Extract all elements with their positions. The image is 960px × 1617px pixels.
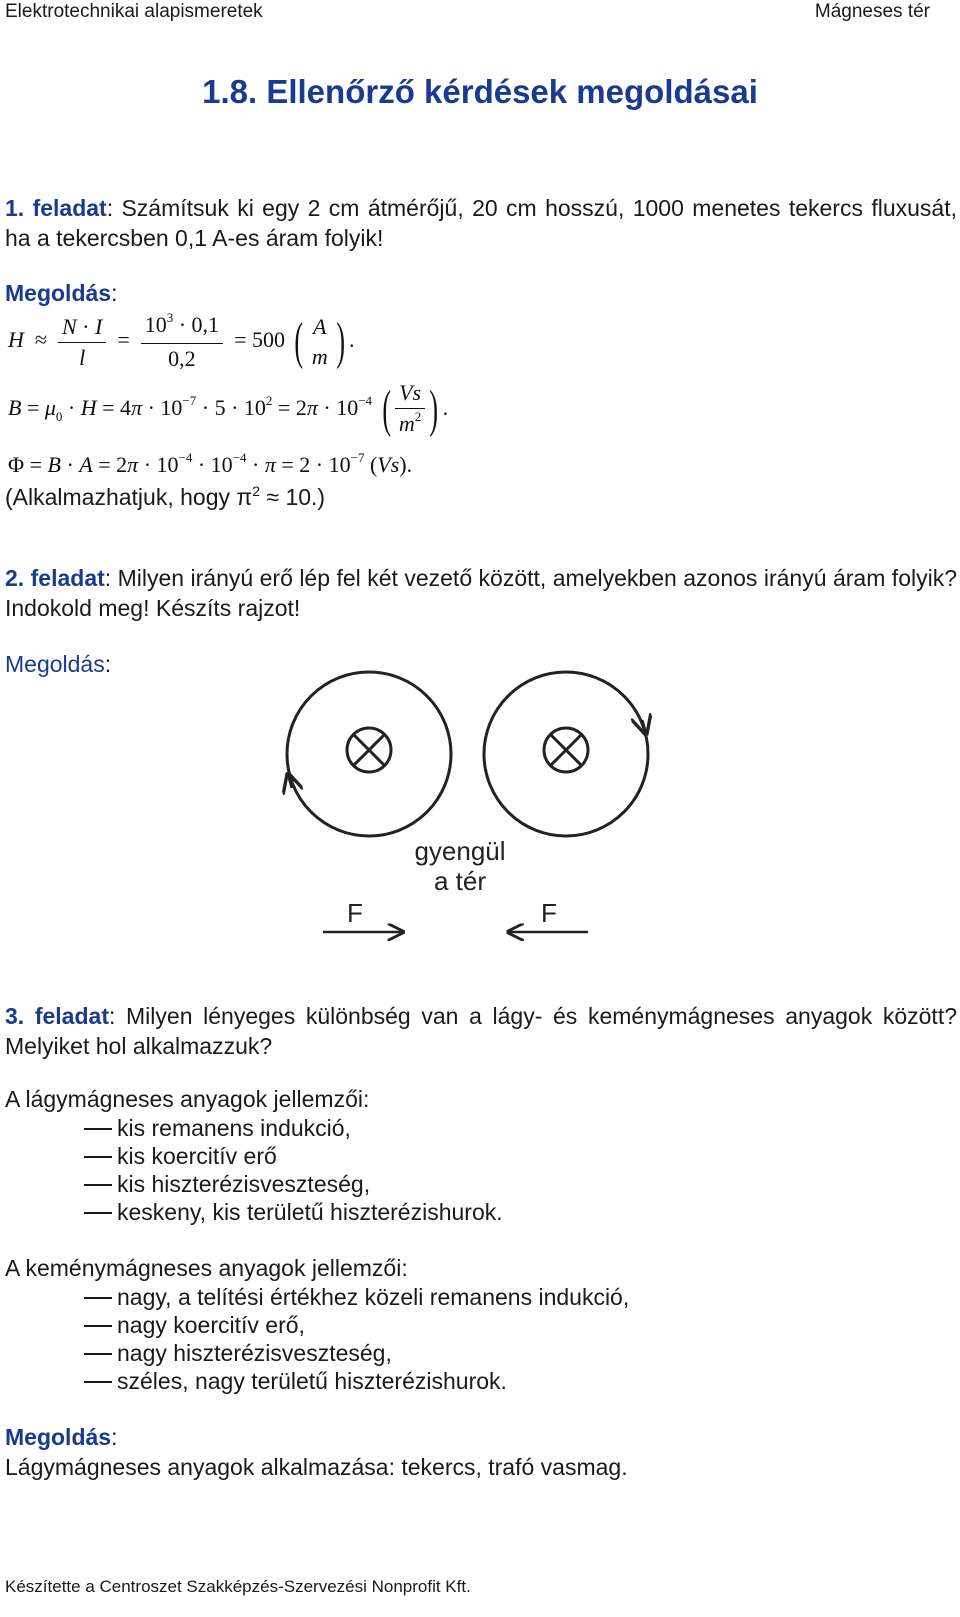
task2-number: 2. bbox=[5, 565, 25, 591]
right-conductor-icon bbox=[544, 728, 588, 772]
page-title: 1.8. Ellenőrző kérdések megoldásai bbox=[202, 73, 758, 110]
task1-number: 1. bbox=[5, 195, 25, 221]
list-item: nagy, a telítési értékhez közeli remanens indukció, bbox=[0, 1283, 940, 1311]
solution-label: Megoldás bbox=[5, 651, 105, 677]
task3-label: feladat bbox=[34, 1003, 109, 1029]
task2-text: : Milyen irányú erő lép fel két vezető között, amelyekben azonos irányú áram folyik? Indokold meg! Készíts rajzot! bbox=[5, 565, 957, 621]
list-item: széles, nagy területű hiszterézishurok. bbox=[0, 1367, 940, 1395]
equation-b: $B = \mu_0 \cdot H = 4\pi \cdot 10^{-7} \cdot 5 \cdot 10^2 = 2\pi \cdot 10^{-4}$ ( $\frac{Vs}{m^2}$ ) . bbox=[8, 380, 449, 438]
task3-statement bbox=[5, 1001, 957, 1061]
header-left: Elektrotechnikai alapismeretek bbox=[5, 1, 263, 22]
left-field-line bbox=[287, 672, 451, 836]
task1-text: : Számítsuk ki egy 2 cm átmérőjű, 20 cm hosszú, 1000 menetes tekercs fluxusát, ha a tekercsben 0,1 A-es áram folyik! bbox=[5, 195, 957, 251]
soft-list bbox=[0, 1114, 940, 1226]
conductors-figure bbox=[270, 670, 670, 950]
right-field-line bbox=[484, 672, 648, 836]
task2-statement bbox=[5, 563, 957, 623]
hard-list bbox=[0, 1283, 940, 1395]
list-item: kis koercitív erő bbox=[0, 1142, 940, 1170]
list-item: kis hiszterézisveszteség, bbox=[0, 1170, 940, 1198]
force-left-label: F bbox=[347, 898, 363, 928]
task1-note: (Alkalmazhatjuk, hogy $\pi^2 \approx 10$.) bbox=[5, 483, 326, 510]
task3-text: : Milyen lényeges különbség van a lágy- és keménymágneses anyagok között? Melyiket hol alkalmazzuk? bbox=[5, 1003, 958, 1059]
weakened-field-label-2: a tér bbox=[433, 866, 487, 896]
task3-number: 3. bbox=[5, 1003, 25, 1029]
left-conductor-icon bbox=[347, 728, 391, 772]
task1-label: feladat bbox=[32, 195, 107, 221]
list-item: kis remanens indukció, bbox=[0, 1114, 940, 1142]
equation-h: H ≈ $\frac{N \cdot I}{l}$ = $\frac{10^3 \cdot 0,1}{0,2}$ = 500 ( A m ) . bbox=[8, 310, 355, 371]
solution-label: Megoldás bbox=[5, 280, 112, 306]
soft-heading: A lágymágneses anyagok jellemzői: bbox=[5, 1086, 370, 1112]
task1-solution-heading: Megoldás: bbox=[5, 280, 118, 306]
header-right: Mágneses tér bbox=[814, 1, 930, 22]
task3-solution-heading: Megoldás: bbox=[5, 1424, 118, 1450]
task1-statement bbox=[5, 193, 957, 253]
equation-phi: $\Phi = B \cdot A = 2\pi \cdot 10^{-4} \cdot 10^{-4} \cdot \pi = 2 \cdot 10^{-7}$ (Vs). bbox=[8, 450, 413, 477]
list-item: nagy hiszterézisveszteség, bbox=[0, 1339, 940, 1367]
weakened-field-label-1: gyengül bbox=[414, 836, 506, 866]
list-item: keskeny, kis területű hiszterézishurok. bbox=[0, 1198, 940, 1226]
task2-label: feladat bbox=[30, 565, 105, 591]
task2-solution-heading: Megoldás: bbox=[5, 651, 112, 677]
task3-solution-text: Lágymágneses anyagok alkalmazása: tekercs, trafó vasmag. bbox=[5, 1454, 628, 1480]
right-field-arrow-icon bbox=[642, 720, 646, 734]
footer: Készítette a Centroszet Szakképzés-Szervezési Nonprofit Kft. bbox=[5, 1577, 471, 1596]
list-item: nagy koercitív erő, bbox=[0, 1311, 940, 1339]
solution-label: Megoldás bbox=[5, 1424, 112, 1450]
force-right-label: F bbox=[541, 898, 557, 928]
hard-heading: A keménymágneses anyagok jellemzői: bbox=[5, 1255, 408, 1281]
